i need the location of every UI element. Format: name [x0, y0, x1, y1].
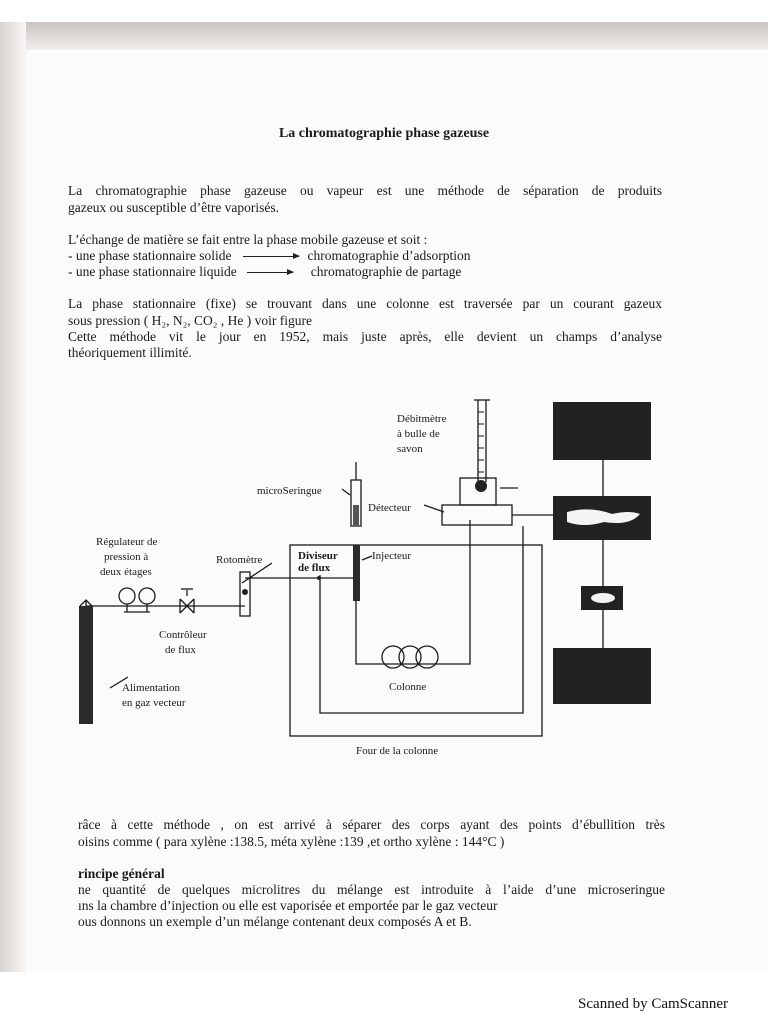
- column-coil: [382, 646, 404, 668]
- result-line-1: râce à cette méthode , on est arrivé à séparer des corps ayant des points d’ébullition très: [78, 817, 665, 832]
- exchange-item-liquid-phase: - une phase stationnaire liquide: [68, 264, 237, 279]
- label-debitmetre-2: à bulle de: [397, 428, 440, 440]
- label-four: Four de la colonne: [356, 745, 439, 757]
- label-alimentation-1: Alimentation: [122, 682, 181, 694]
- label-injecteur: Injecteur: [372, 550, 412, 562]
- exchange-item-solid-phase: - une phase stationnaire solide: [68, 248, 232, 263]
- pressure-gauge-2: [139, 588, 155, 604]
- label-controleur-1: Contrôleur: [159, 629, 207, 641]
- stationary-line-2: sous pression ( H₂, N₂, CO₂ , He ) voir figure: [68, 313, 312, 328]
- label-alimentation-2: en gaz vecteur: [122, 697, 186, 709]
- label-debitmetre-1: Débitmètre: [397, 413, 447, 425]
- column-tube: [356, 520, 470, 664]
- label-diviseur-1: Diviseur: [298, 550, 338, 562]
- result-line-2: oisins comme ( para xylène :138.5, méta xylène :139 ,et ortho xylène : 144°C ): [78, 834, 505, 849]
- principle-line-3: ous donnons un exemple d’un mélange contenant deux composés A et B.: [78, 914, 472, 929]
- section-title: rincipe général: [78, 866, 165, 881]
- stationary-line-4: théoriquement illimité.: [68, 345, 192, 360]
- label-regulateur-3: deux étages: [100, 566, 152, 578]
- intro-line-1: La chromatographie phase gazeuse ou vapeur est une méthode de séparation de produits: [68, 183, 662, 198]
- detector-block: [442, 505, 512, 525]
- label-debitmetre-3: savon: [397, 443, 423, 455]
- stationary-line-3: Cette méthode vit le jour en 1952, mais juste après, elle devient un champs d’analyse: [68, 329, 662, 344]
- exchange-lead: L’échange de matière se fait entre la phase mobile gazeuse et soit :: [68, 232, 428, 247]
- document-title: La chromatographie phase gazeuse: [278, 126, 490, 141]
- gas-cylinder: [79, 606, 93, 724]
- exchange-item-solid-type: chromatographie d’adsorption: [307, 248, 471, 263]
- label-colonne: Colonne: [389, 681, 427, 693]
- stationary-line-1: La phase stationnaire (fixe) se trouvant dans une colonne est traversée par un courant gazeux: [68, 296, 662, 311]
- injector: [353, 545, 360, 601]
- label-diviseur-2: de flux: [298, 562, 331, 574]
- exchange-item-liquid-type: chromatographie de partage: [310, 264, 462, 279]
- pressure-gauge-1: [119, 588, 135, 604]
- principle-line-1: ne quantité de quelques microlitres du mélange est introduite à l’aide d’une microseringue: [78, 882, 665, 897]
- label-regulateur-2: pression à: [104, 551, 149, 563]
- label-controleur-2: de flux: [165, 644, 196, 656]
- label-regulateur-1: Régulateur de: [96, 536, 158, 548]
- intro-line-2: gazeux ou susceptible d’être vaporisés.: [68, 200, 280, 215]
- label-seringue: microSeringue: [257, 485, 322, 497]
- recorder-box-4: [553, 648, 651, 704]
- label-detecteur: Détecteur: [368, 502, 411, 514]
- label-rotometre: Rotomètre: [216, 554, 263, 566]
- footer-scanner-credit: Scanned by CamScanner: [578, 996, 728, 1012]
- recorder-box-1: [553, 402, 651, 460]
- bubble: [475, 480, 487, 492]
- principle-line-2: ıns la chambre d’injection ou elle est vaporisée et emportée par le gaz vecteur: [78, 898, 498, 913]
